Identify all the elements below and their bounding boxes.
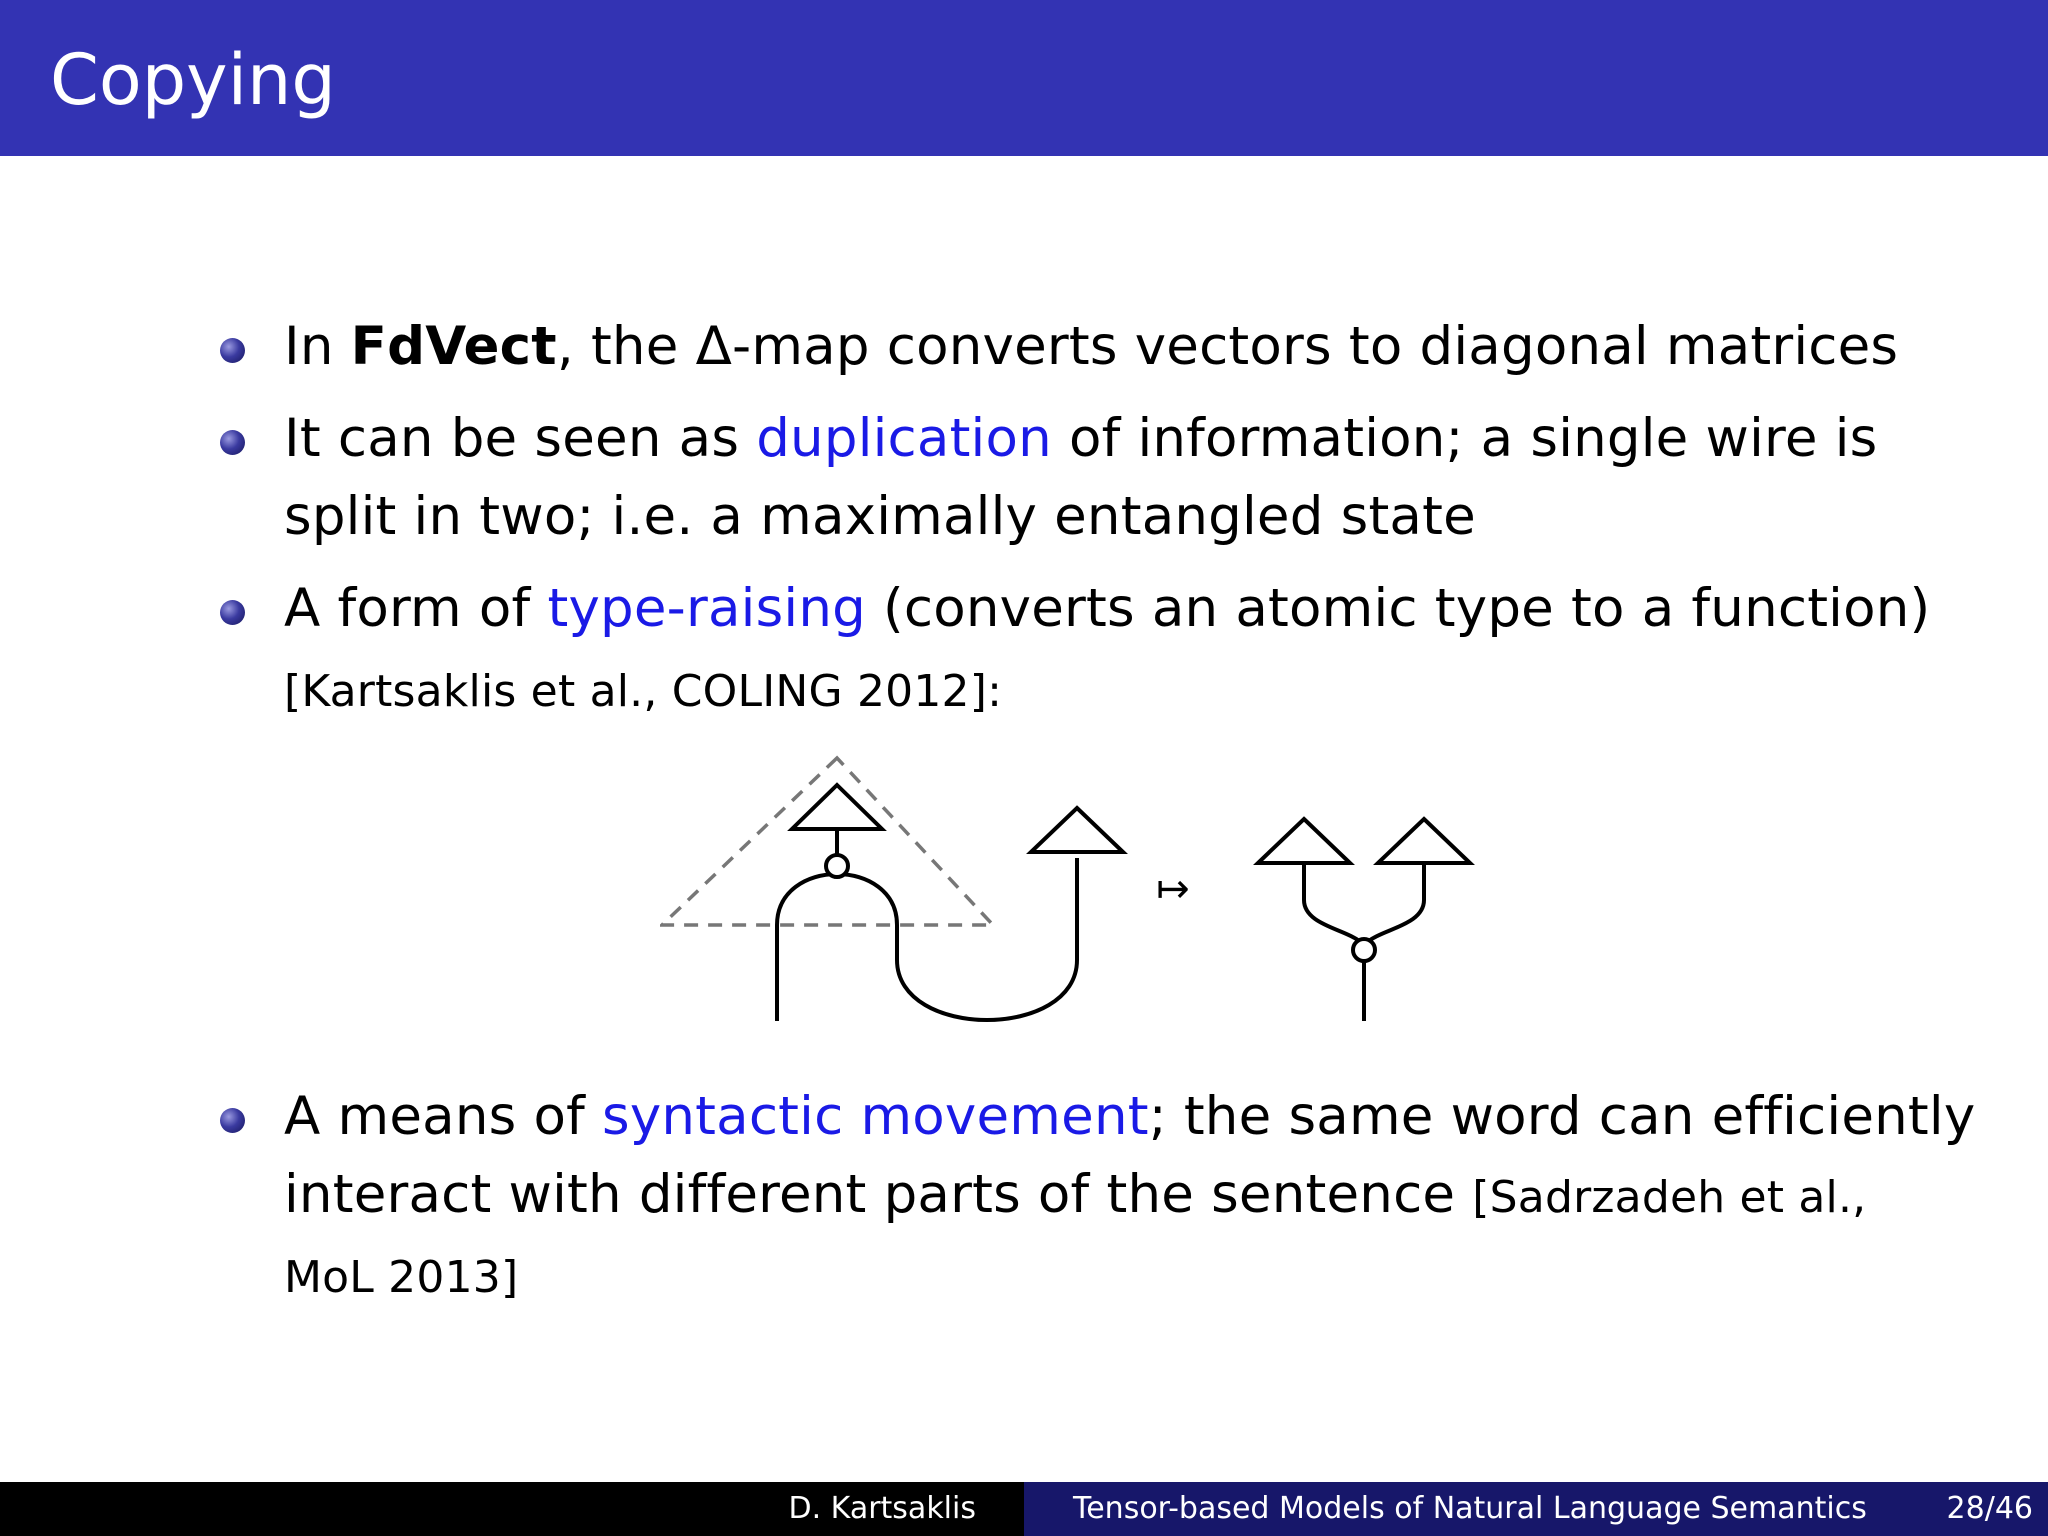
page-number: 28/46 [1946, 1491, 2033, 1526]
right-output-triangle [1378, 819, 1470, 863]
footer-talk-title: Tensor-based Models of Natural Language Semantics [1073, 1491, 1867, 1526]
bullet-line: split in two; i.e. a maximally entangled state [284, 486, 1476, 547]
maps-to-symbol: ↦ [1156, 866, 1190, 912]
left-output-triangle [1258, 819, 1350, 863]
bullet-line [284, 408, 1878, 469]
bullet-marker-icon [220, 338, 245, 363]
bullet-line [284, 1086, 1976, 1147]
citation: [Kartsaklis et al., COLING 2012] [284, 666, 988, 717]
copy-node [1353, 939, 1375, 961]
bullet-text: ; the same word can efficiently [1148, 1086, 1976, 1147]
bullet-line [284, 578, 1931, 639]
citation: MoL 2013] [284, 1252, 519, 1303]
bold-term: FdVect [350, 316, 557, 377]
bullet-line [284, 1164, 1867, 1225]
bullet-text: In [284, 316, 351, 377]
footer-title-panel [1024, 1482, 2048, 1536]
bullet-text: It can be seen as [284, 408, 757, 469]
split-wire [1364, 863, 1424, 950]
term-link[interactable]: type-raising [547, 578, 866, 639]
cup-wire [777, 858, 1077, 1021]
split-wire [1304, 863, 1364, 950]
citation: [Sadrzadeh et al., [1472, 1172, 1867, 1223]
bullet-text: : [987, 666, 1003, 717]
bullet-marker-icon [220, 430, 245, 455]
copy-node [826, 855, 848, 877]
footer-author-panel [0, 1482, 1024, 1536]
effect-triangle [1031, 808, 1123, 852]
bullet-text: (converts an atomic type to a function) [865, 578, 1931, 639]
bullet-line [284, 1248, 518, 1301]
bullet-marker-icon [220, 1108, 245, 1133]
bullet-text: , the Δ-map converts vectors to diagonal matrices [556, 316, 1899, 377]
bullet-line [284, 662, 1002, 715]
slide-title: Copying [50, 39, 336, 121]
string-diagram [660, 740, 1500, 1040]
bullet-text: A form of [284, 578, 548, 639]
slide-footer [0, 1482, 2048, 1536]
bullet-text: A means of [284, 1086, 603, 1147]
term-link[interactable]: syntactic movement [602, 1086, 1149, 1147]
slide-header [0, 0, 2048, 156]
footer-author: D. Kartsaklis [788, 1491, 976, 1526]
bullet-line [284, 316, 1899, 377]
bullet-text: interact with different parts of the sentence [284, 1164, 1473, 1225]
bullet-marker-icon [220, 600, 245, 625]
term-link[interactable]: duplication [756, 408, 1052, 469]
dashed-triangle [662, 758, 993, 925]
bullet-text: of information; a single wire is [1051, 408, 1878, 469]
